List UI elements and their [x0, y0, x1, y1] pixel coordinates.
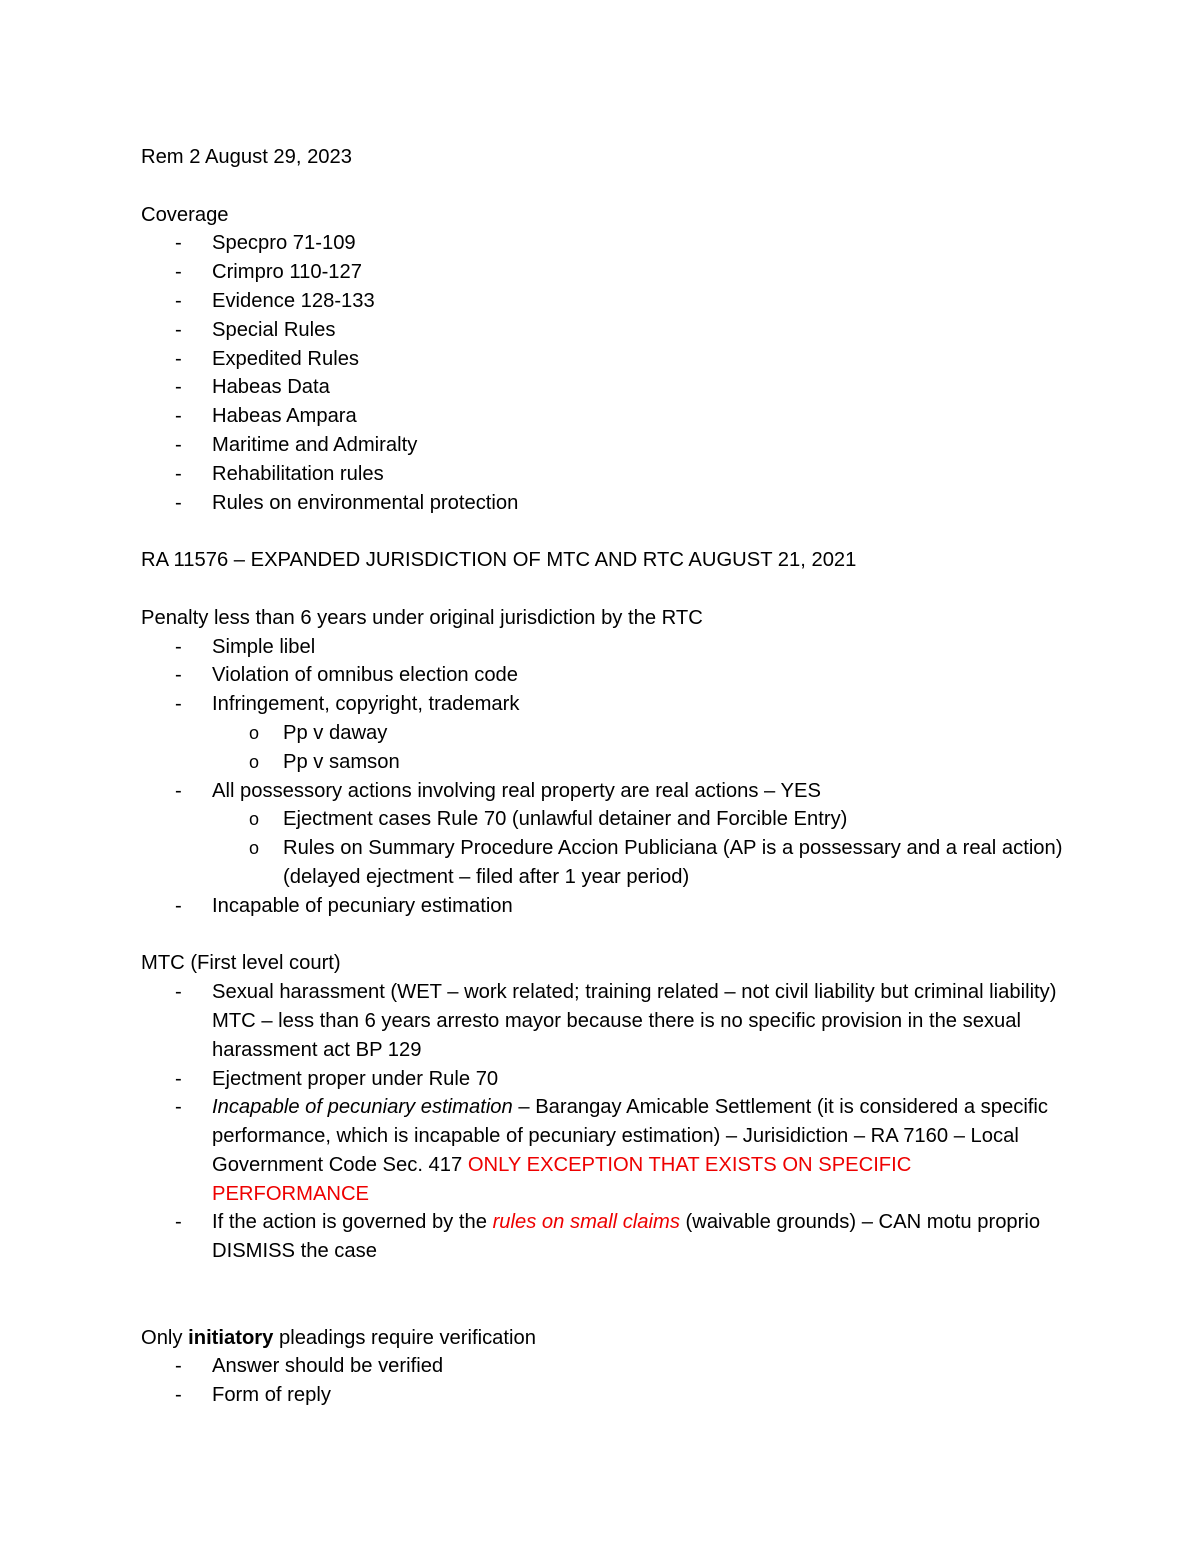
sub-list-item: o Rules on Summary Procedure Accion Publiciana (AP is a possessary and a real action) (delayed ejectment – filed after 1 year period) — [141, 834, 1071, 892]
dash-bullet: - — [175, 1384, 182, 1407]
list-item: - Sexual harassment (WET – work related; training related – not civil liability but criminal liability) MTC – less than 6 years arresto mayor because there is no specific provision in the sexual harassment act BP 129 — [141, 978, 1071, 1064]
dash-bullet: - — [175, 232, 182, 255]
dash-bullet: - — [175, 433, 182, 456]
dash-bullet: - — [175, 261, 182, 284]
dash-bullet: - — [175, 693, 182, 716]
mtc-heading: MTC (First level court) — [141, 952, 341, 975]
list-item: - Infringement, copyright, trademark — [141, 690, 1071, 719]
dash-bullet: - — [175, 491, 182, 514]
list-item — [141, 1208, 1071, 1266]
list-item-text: Incapable of pecuniary estimation – Barangay Amicable Settlement (it is considered a specific performance, which is incapable of pecuniary estimation) – Jurisidiction – RA 7160 – Local Government Code Sec. 417 ONLY EXCEPTION THAT EXISTS ON SPECIFIC PERFORMANCE — [212, 1096, 1048, 1205]
list-item: - Ejectment proper under Rule 70 — [141, 1065, 1071, 1094]
dash-bullet: - — [175, 664, 182, 687]
list-item: - All possessory actions involving real property are real actions – YES — [141, 777, 1071, 806]
dash-bullet: - — [175, 1355, 182, 1378]
sub-list-item: o Pp v daway — [141, 719, 1071, 748]
spacer — [141, 921, 1071, 950]
list-item: - Evidence 128-133 — [141, 287, 1071, 316]
document-title: Rem 2 August 29, 2023 — [141, 146, 352, 168]
spacer — [141, 575, 1071, 604]
spacer — [141, 517, 1071, 546]
list-item: - Violation of omnibus election code — [141, 661, 1071, 690]
verification-heading: Only initiatory pleadings require verification — [141, 1326, 536, 1349]
list-item: - Special Rules — [141, 316, 1071, 345]
circle-bullet-icon: o — [249, 722, 260, 743]
list-item: - Specpro 71-109 — [141, 229, 1071, 258]
spacer — [141, 172, 1071, 201]
dash-bullet: - — [175, 779, 182, 802]
list-item: - Answer should be verified — [141, 1352, 1071, 1381]
list-item: - Form of reply — [141, 1381, 1071, 1410]
highlight-text: rules on small claims — [492, 1211, 680, 1234]
list-item: - Rehabilitation rules — [141, 460, 1071, 489]
list-item: - Habeas Data — [141, 373, 1071, 402]
dash-bullet: - — [175, 376, 182, 399]
dash-bullet: - — [175, 1211, 182, 1234]
highlight-text: ONLY EXCEPTION THAT EXISTS ON SPECIFIC PERFORMANCE — [212, 1153, 912, 1205]
circle-bullet-icon: o — [249, 751, 260, 772]
list-item: - Simple libel — [141, 633, 1071, 662]
document-page — [141, 143, 1071, 1410]
list-item — [141, 1093, 1071, 1208]
sub-list-item: o Ejectment cases Rule 70 (unlawful detainer and Forcible Entry) — [141, 805, 1071, 834]
dash-bullet: - — [175, 1096, 182, 1119]
list-item: - Expedited Rules — [141, 345, 1071, 374]
dash-bullet: - — [175, 289, 182, 312]
circle-bullet-icon: o — [249, 809, 260, 830]
list-item: - Maritime and Admiralty — [141, 431, 1071, 460]
list-item: - Habeas Ampara — [141, 402, 1071, 431]
list-item: - Incapable of pecuniary estimation — [141, 892, 1071, 921]
list-item: - Crimpro 110-127 — [141, 258, 1071, 287]
list-item-text: If the action is governed by the rules on small claims (waivable grounds) – CAN motu proprio DISMISS the case — [212, 1211, 1041, 1263]
dash-bullet: - — [175, 981, 182, 1004]
list-item: - Rules on environmental protection — [141, 489, 1071, 518]
sub-list-item: o Pp v samson — [141, 748, 1071, 777]
dash-bullet: - — [175, 635, 182, 658]
dash-bullet: - — [175, 462, 182, 485]
circle-bullet-icon: o — [249, 838, 260, 859]
coverage-heading: Coverage — [141, 203, 229, 226]
dash-bullet: - — [175, 347, 182, 370]
dash-bullet: - — [175, 318, 182, 341]
dash-bullet: - — [175, 405, 182, 428]
dash-bullet: - — [175, 1067, 182, 1090]
ra-heading: RA 11576 – EXPANDED JURISDICTION OF MTC AND RTC AUGUST 21, 2021 — [141, 549, 857, 572]
spacer — [141, 1266, 1071, 1324]
penalty-heading: Penalty less than 6 years under original jurisdiction by the RTC — [141, 606, 703, 629]
dash-bullet: - — [175, 894, 182, 917]
